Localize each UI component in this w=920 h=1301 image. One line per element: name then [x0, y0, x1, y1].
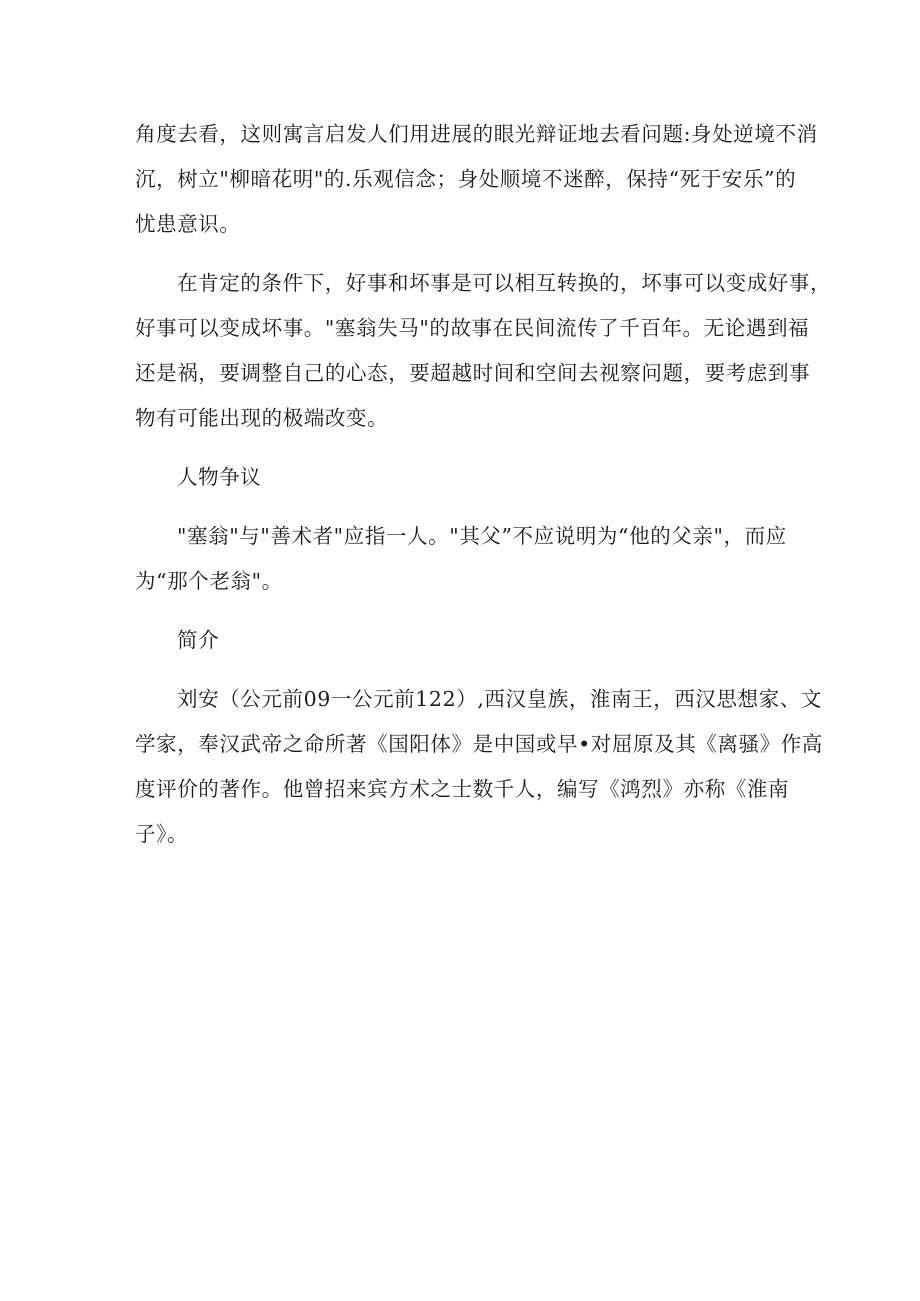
- text-line: 在肯定的条件下，好事和坏事是可以相互转换的，坏事可以变成好事，: [177, 271, 832, 295]
- text-line: 好事可以变成坏事。"塞翁失马"的故事在民间流传了千百年。无论遇到福: [135, 316, 810, 340]
- section-heading-controversy: 人物争议: [177, 465, 262, 489]
- paragraph-dialectical-view: [135, 112, 818, 247]
- paragraph-good-bad-conversion: [135, 261, 832, 441]
- text-line: 刘安（公元前09一公元前122）,西汉皇族，淮南王，西汉思想家、文: [177, 687, 823, 711]
- paragraph-liu-an-intro: [135, 677, 823, 857]
- text-line: 沉，树立"柳暗花明"的.乐观信念；身处顺境不迷醉，保持“死于安乐”的: [135, 167, 797, 191]
- text-line: 子》。: [135, 822, 189, 846]
- text-line: 度评价的著作。他曾招来宾方术之士数千人，编写《鸿烈》亦称《淮南: [135, 777, 790, 801]
- text-line: 物有可能出现的极端改变。: [135, 406, 389, 430]
- text-line: 角度去看，这则寓言启发人们用进展的眼光辩证地去看问题:身处逆境不消: [135, 122, 818, 146]
- text-line: "塞翁"与"善术者"应指一人。"其父”不应说明为“他的父亲"，而应: [177, 524, 787, 548]
- text-line: 还是祸，要调整自己的心态，要超越时间和空间去视察问题，要考虑到事: [135, 361, 811, 385]
- paragraph-controversy: [135, 514, 795, 604]
- document-body: [135, 112, 832, 871]
- section-heading-introduction: 简介: [177, 628, 220, 652]
- text-line: 为“那个老翁"。: [135, 569, 283, 593]
- text-line: 忧患意识。: [135, 212, 241, 236]
- text-line: 学家，奉汉武帝之命所著《国阳体》是中国或早•对屈原及其《离骚》作高: [135, 732, 823, 756]
